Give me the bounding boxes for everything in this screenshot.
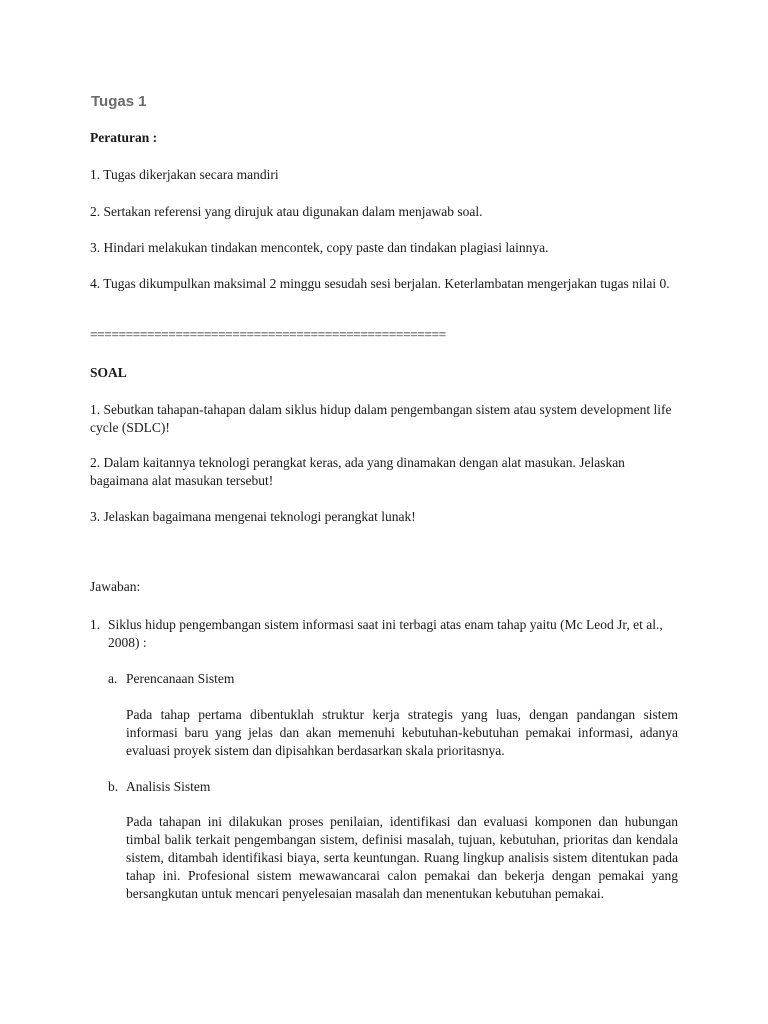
question-item-3: 3. Jelaskan bagaimana mengenai teknologi perangkat lunak!	[90, 509, 416, 524]
answer-item-1	[90, 616, 680, 652]
questions-heading: SOAL	[90, 365, 127, 380]
rule-item-3: 3. Hindari melakukan tindakan mencontek, copy paste dan tindakan plagiasi lainnya.	[90, 240, 549, 255]
answer-item-1-text: Siklus hidup pengembangan sistem informasi saat ini terbagi atas enam tahap yaitu (Mc Leod Jr, et al., 2008) :	[108, 617, 663, 650]
subitem-a-title: Perencanaan Sistem	[126, 671, 235, 686]
rule-item-2: 2. Sertakan referensi yang dirujuk atau digunakan dalam menjawab soal.	[90, 204, 483, 219]
subitem-a-body: Pada tahap pertama dibentuklah struktur kerja strategis yang luas, dengan pandangan sistem informasi baru yang jelas dan akan memenuhi kebutuhan-kebutuhan pemakai informasi, adanya evaluasi proyek sistem dan dipisahkan berdasarkan skala prioritasnya.	[126, 707, 678, 758]
rule-item-4: 4. Tugas dikumpulkan maksimal 2 minggu sesudah sesi berjalan. Keterlambatan mengerjakan tugas nilai 0.	[90, 276, 670, 291]
question-item-2: 2. Dalam kaitannya teknologi perangkat keras, ada yang dinamakan dengan alat masukan. Jelaskan bagaimana alat masukan tersebut!	[90, 455, 625, 488]
subitem-b-body: Pada tahapan ini dilakukan proses penilaian, identifikasi dan evaluasi komponen dan hubungan timbal balik terkait pengembangan sistem, definisi masalah, tujuan, kebutuhan, prioritas dan kendala sistem, ditambah identifikasi biaya, serta keuntungan. Ruang lingkup analisis sistem ditentukan pada tahap ini. Profesional sistem mewawancarai calon pemakai dan bekerja dengan pemakai yang bersangkutan untuk mencari penyelesaian masalah dan menentukan kebutuhan pemakai.	[126, 814, 678, 901]
document-title: Tugas 1	[91, 93, 147, 110]
answers-heading: Jawaban:	[90, 579, 141, 594]
separator-line: ==================================================	[90, 327, 446, 342]
answer-item-1-number: 1.	[90, 617, 101, 632]
rules-heading: Peraturan :	[90, 130, 158, 145]
subitem-b-title: Analisis Sistem	[126, 779, 211, 794]
rule-item-1: 1. Tugas dikerjakan secara mandiri	[90, 167, 279, 182]
subitem-b-letter: b.	[108, 779, 119, 794]
question-item-1: 1. Sebutkan tahapan-tahapan dalam siklus hidup dalam pengembangan sistem atau system development life cycle (SDLC)!	[90, 402, 672, 435]
subitem-a-letter: a.	[108, 671, 118, 686]
